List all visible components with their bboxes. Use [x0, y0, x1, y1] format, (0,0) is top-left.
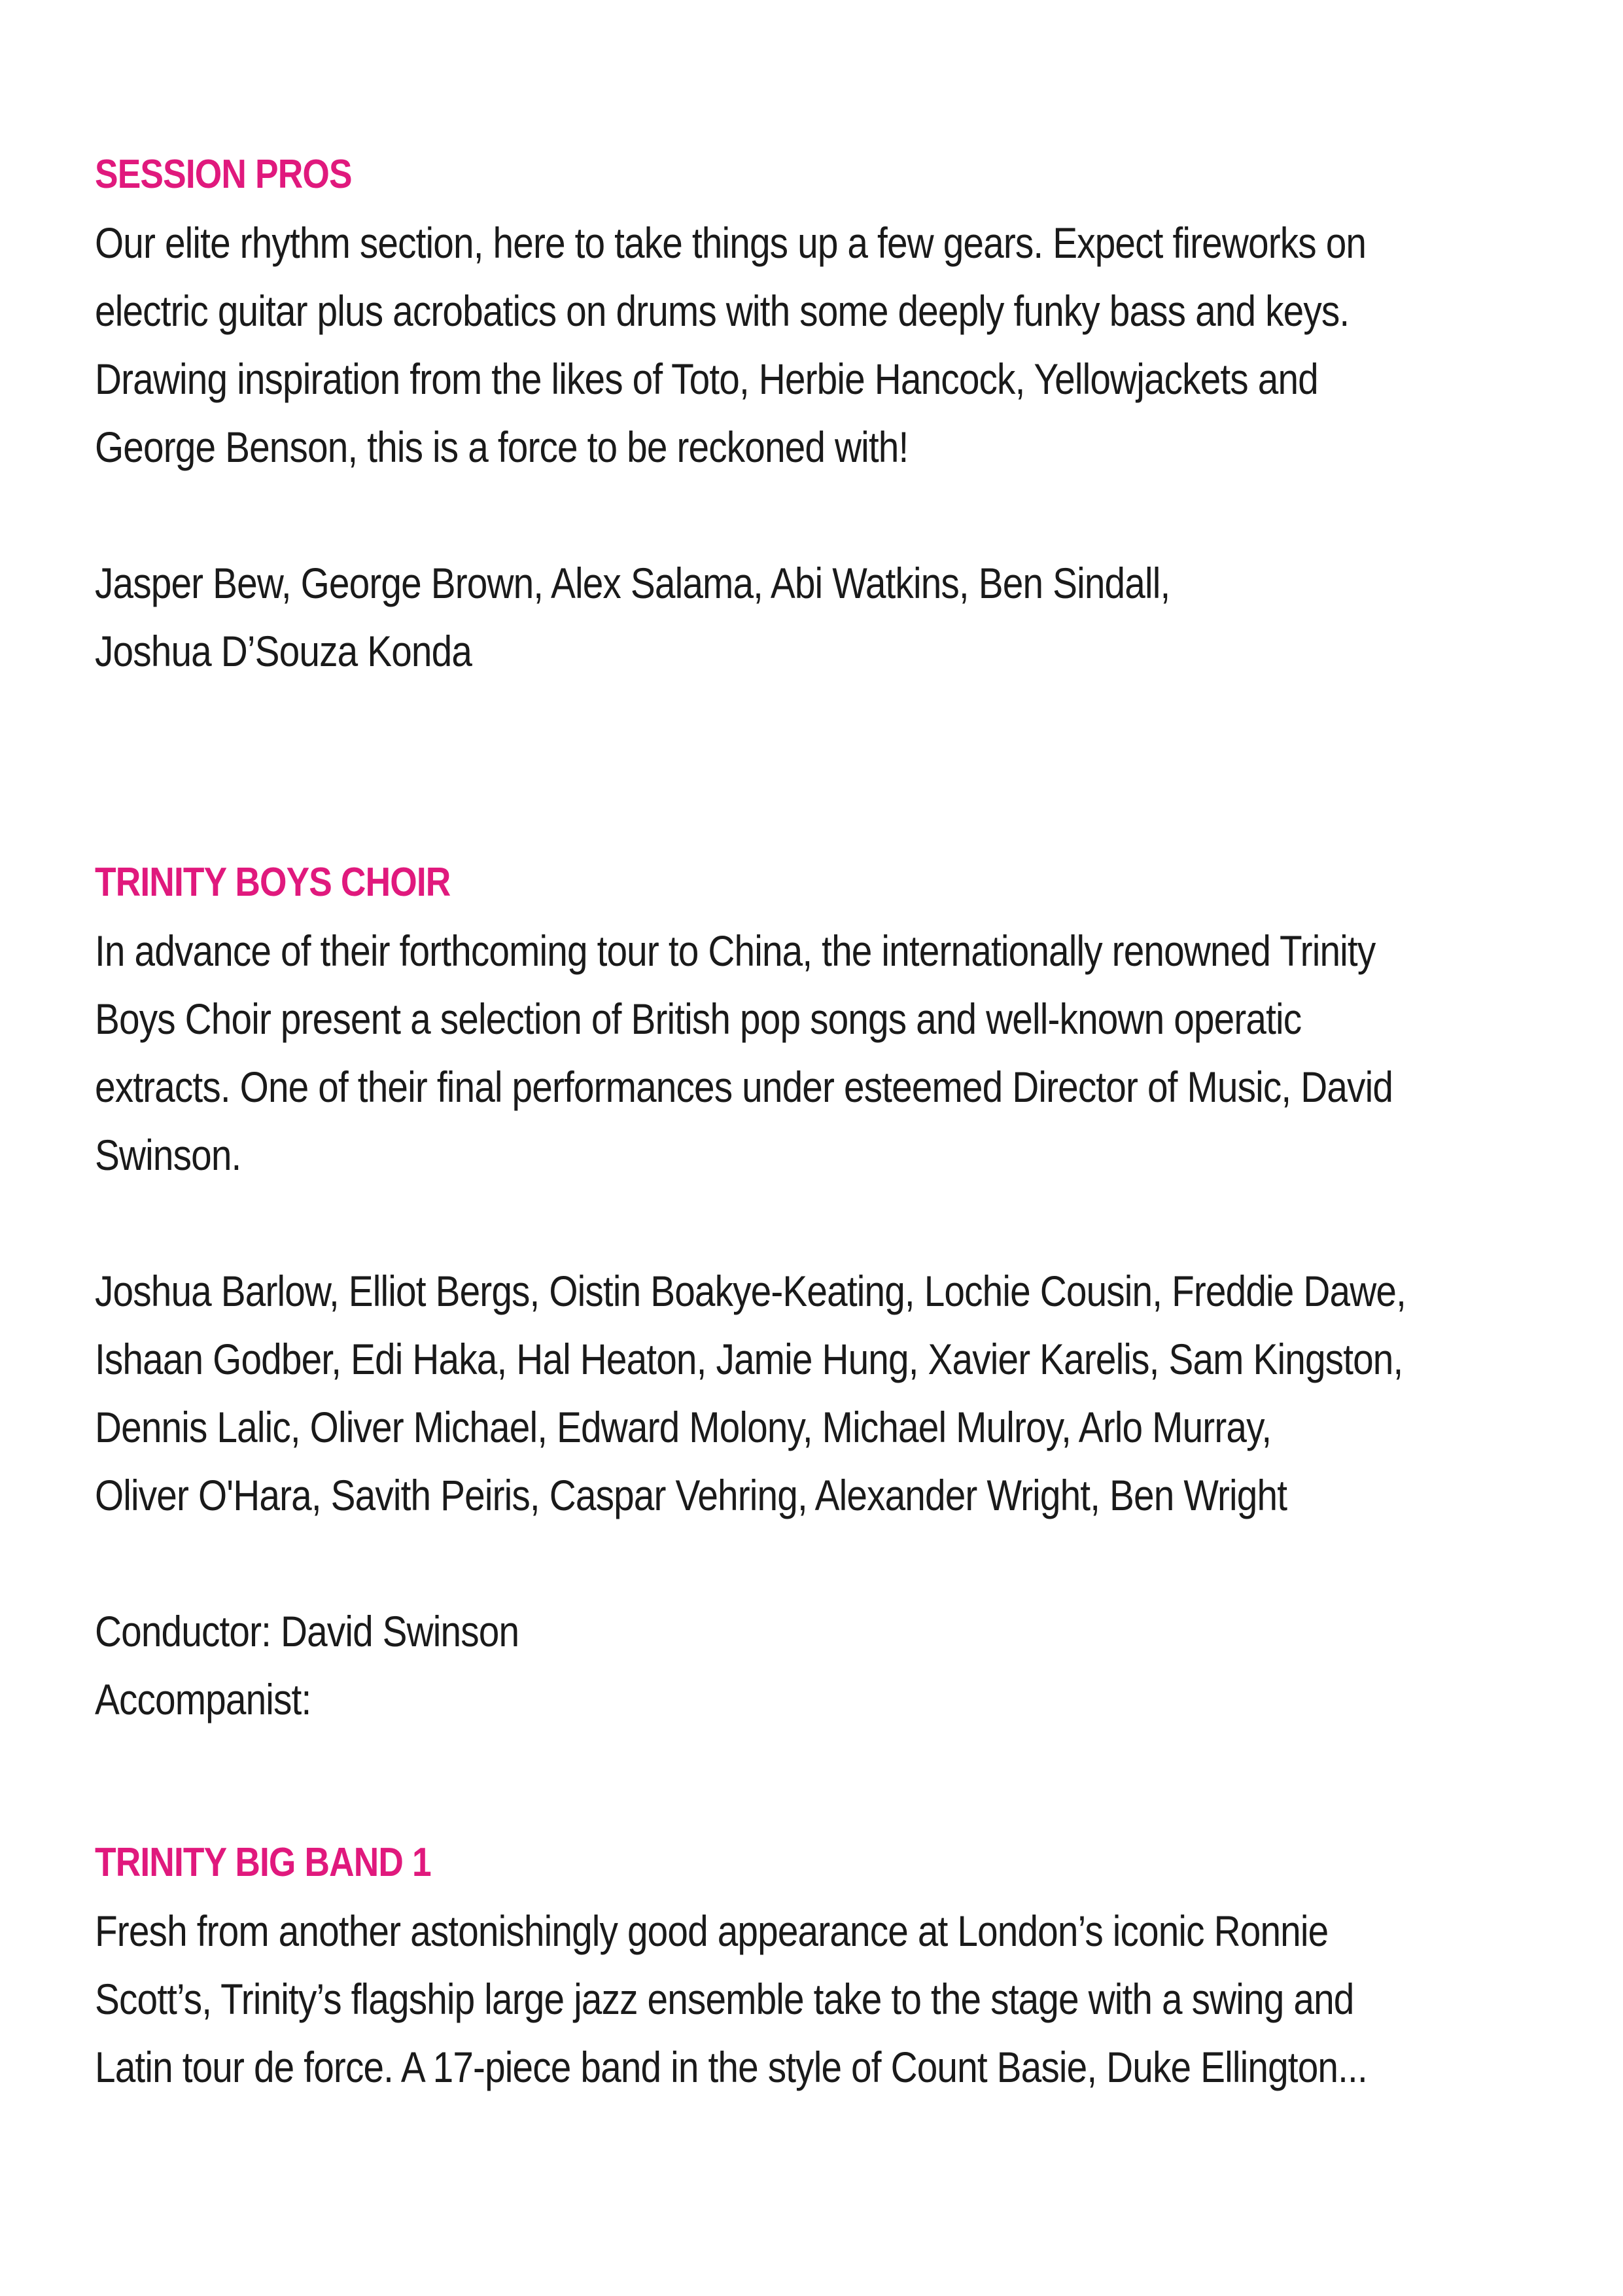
section-description	[95, 917, 1534, 1189]
section-description	[95, 1897, 1534, 2101]
section-session-pros	[95, 141, 1534, 685]
section-description	[95, 209, 1534, 481]
description-line: Drawing inspiration from the likes of Toto, Herbie Hancock, Yellowjackets and	[95, 355, 1318, 403]
description-line: extracts. One of their final performances under esteemed Director of Music, David	[95, 1063, 1393, 1111]
conductor-credit: Conductor: David Swinson	[95, 1607, 519, 1655]
member-line: Dennis Lalic, Oliver Michael, Edward Molony, Michael Mulroy, Arlo Murray,	[95, 1403, 1272, 1451]
section-heading: TRINITY BIG BAND 1	[95, 1840, 431, 1885]
description-line: Swinson.	[95, 1131, 241, 1179]
description-line: Boys Choir present a selection of British pop songs and well-known operatic	[95, 995, 1302, 1043]
member-list	[95, 549, 1534, 685]
description-line: Our elite rhythm section, here to take things up a few gears. Expect fireworks on	[95, 219, 1367, 267]
description-line: George Benson, this is a force to be reckoned with!	[95, 423, 909, 471]
member-line: Ishaan Godber, Edi Haka, Hal Heaton, Jamie Hung, Xavier Karelis, Sam Kingston,	[95, 1335, 1403, 1383]
member-list	[95, 1257, 1534, 1529]
description-line: Scott’s, Trinity’s flagship large jazz ensemble take to the stage with a swing and	[95, 1975, 1354, 2023]
section-trinity-big-band-1	[95, 1829, 1534, 2101]
section-heading: SESSION PROS	[95, 152, 352, 197]
description-line: Latin tour de force. A 17-piece band in the style of Count Basie, Duke Ellington...	[95, 2043, 1367, 2091]
description-line: In advance of their forthcoming tour to China, the internationally renowned Trinity	[95, 927, 1376, 975]
member-line: Joshua D’Souza Konda	[95, 627, 472, 675]
description-line: electric guitar plus acrobatics on drums with some deeply funky bass and keys.	[95, 287, 1350, 335]
member-line: Joshua Barlow, Elliot Bergs, Oistin Boakye-Keating, Lochie Cousin, Freddie Dawe,	[95, 1267, 1406, 1315]
section-trinity-boys-choir	[95, 849, 1534, 1733]
section-heading: TRINITY BOYS CHOIR	[95, 860, 451, 905]
credits	[95, 1597, 1534, 1733]
accompanist-credit: Accompanist:	[95, 1675, 311, 1723]
programme-page	[95, 141, 1534, 2101]
member-line: Oliver O'Hara, Savith Peiris, Caspar Vehring, Alexander Wright, Ben Wright	[95, 1471, 1287, 1519]
member-line: Jasper Bew, George Brown, Alex Salama, Abi Watkins, Ben Sindall,	[95, 559, 1170, 607]
description-line: Fresh from another astonishingly good appearance at London’s iconic Ronnie	[95, 1907, 1329, 1955]
